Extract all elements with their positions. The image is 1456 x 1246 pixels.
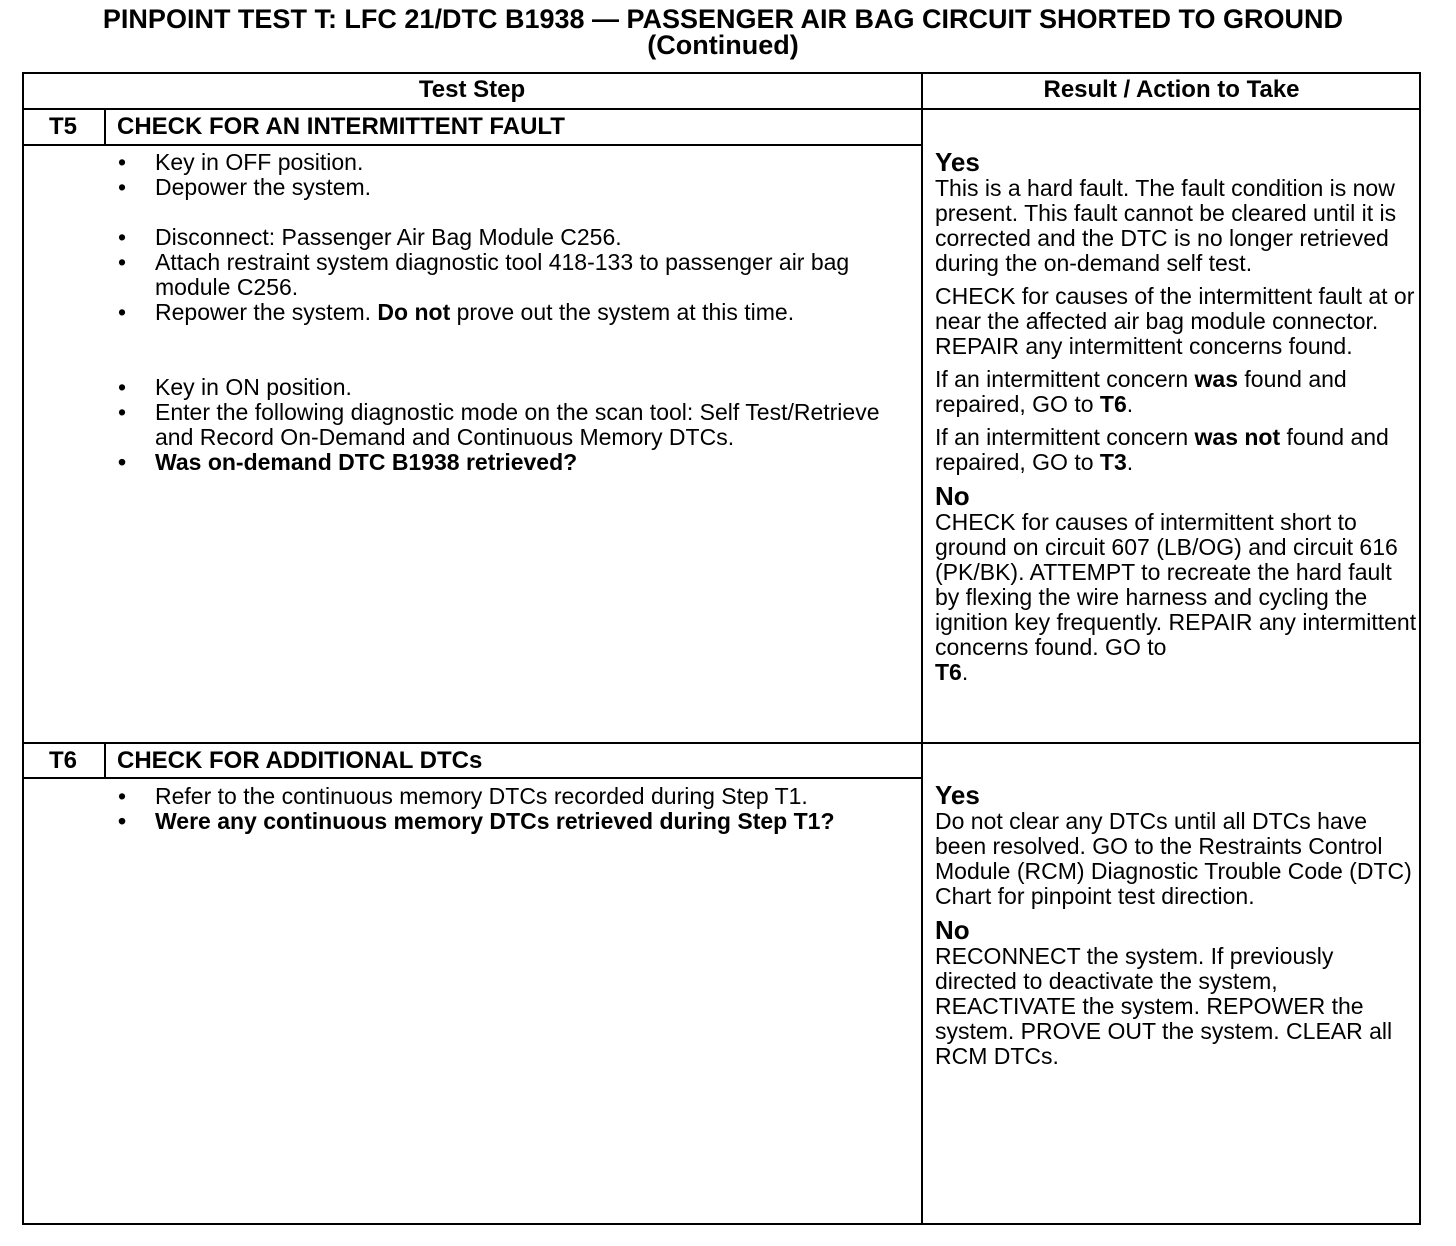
result-text: Do not clear any DTCs until all DTCs have been resolved. GO to the Restraints Control Module (RCM) Diagnostic Trouble Code (DTC) Chart for pinpoint test direction. <box>935 808 1412 909</box>
list-item-text: prove out the system at this time. <box>450 299 795 325</box>
goto-step-link: T6 <box>935 659 962 685</box>
list-item: • Depower the system. <box>118 175 898 200</box>
result-text: This is a hard fault. The fault condition is now present. This fault cannot be cleared until it is corrected and the DTC is no longer retrieved during the on-demand self test. <box>935 175 1397 276</box>
t6-step-list <box>118 784 878 834</box>
goto-step-link: T6 <box>1099 391 1127 417</box>
list-item: • Key in OFF position. <box>118 150 898 175</box>
list-item-text: Repower the system. <box>155 299 378 325</box>
result-text: CHECK for causes of the intermittent fault at or near the affected air bag module connector. REPAIR any intermittent concerns found. <box>935 283 1415 359</box>
list-item: • Key in ON position. <box>118 375 898 400</box>
no-label: No <box>935 481 970 511</box>
list-item: • Enter the following diagnostic mode on the scan tool: Self Test/Retrieve and Record On-Demand and Continuous Memory DTCs. <box>118 400 898 450</box>
step-id: T5 <box>48 113 77 140</box>
header-divider <box>22 108 1421 110</box>
t6-id-divider <box>104 742 106 779</box>
title-line-1: PINPOINT TEST T: LFC 21/DTC B1938 — PASSENGER AIR BAG CIRCUIT SHORTED TO GROUND <box>102 4 1344 34</box>
column-divider <box>921 72 923 1225</box>
goto-step-link: T3 <box>1099 449 1127 475</box>
result-text: RECONNECT the system. If previously directed to deactivate the system, REACTIVATE the system. REPOWER the system. PROVE OUT the system. CLEAR all RCM DTCs. <box>935 943 1393 1069</box>
list-item-question: • Was on-demand DTC B1938 retrieved? <box>118 450 898 475</box>
col-header-test-step: Test Step <box>418 76 526 103</box>
t5-step-list <box>118 150 898 475</box>
t5-result <box>935 149 1421 693</box>
list-item <box>118 300 898 325</box>
list-item: • Disconnect: Passenger Air Bag Module C256. <box>118 225 898 250</box>
step-title: CHECK FOR ADDITIONAL DTCs <box>117 747 483 774</box>
t5-title-divider <box>22 144 922 146</box>
result-text: If an intermittent concern was found and repaired, GO to T6. <box>935 366 1347 417</box>
t6-title-divider <box>22 777 922 779</box>
step-title: CHECK FOR AN INTERMITTENT FAULT <box>117 113 565 140</box>
step-divider <box>22 742 1421 744</box>
list-item-question: • Were any continuous memory DTCs retrieved during Step T1? <box>118 809 878 834</box>
t6-result <box>935 782 1421 1077</box>
list-item: • Refer to the continuous memory DTCs recorded during Step T1. <box>118 784 878 809</box>
yes-label: Yes <box>935 147 980 177</box>
col-header-result: Result / Action to Take <box>1043 76 1300 103</box>
list-item-emphasis: Do not <box>377 299 451 325</box>
yes-label: Yes <box>935 780 980 810</box>
list-item: • Attach restraint system diagnostic tool 418-133 to passenger air bag module C256. <box>118 250 898 300</box>
result-text: CHECK for causes of intermittent short to ground on circuit 607 (LB/OG) and circuit 616 (PK/BK). ATTEMPT to recreate the hard fault by flexing the wire harness and cycling the ignition key frequently. REPAIR any intermittent concerns found. GO to T6. <box>935 509 1417 685</box>
t5-id-divider <box>104 108 106 145</box>
no-label: No <box>935 915 970 945</box>
title-line-2: (Continued) <box>647 30 799 60</box>
step-id: T6 <box>48 747 77 774</box>
page-title <box>0 6 1446 58</box>
result-text: If an intermittent concern was not found and repaired, GO to T3. <box>935 424 1389 475</box>
